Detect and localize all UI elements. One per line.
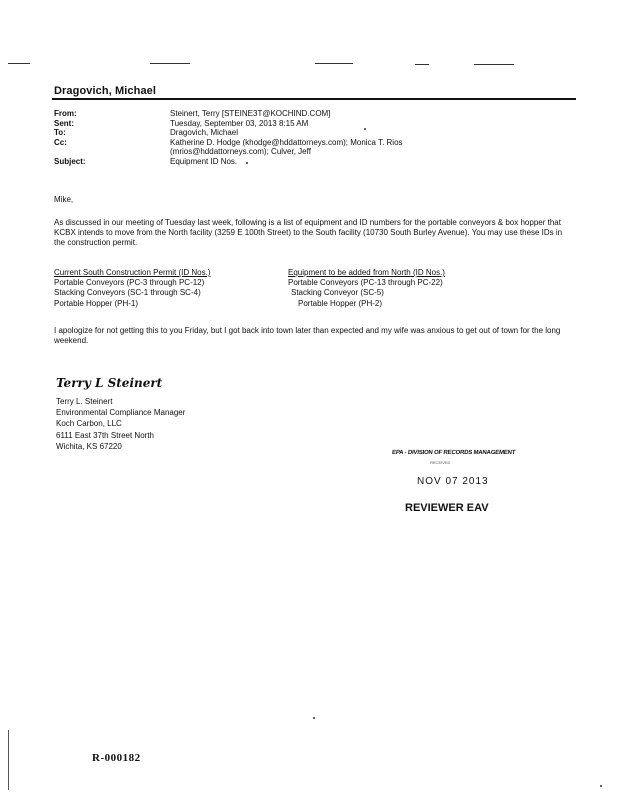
sender-header: Dragovich, Michael — [54, 85, 157, 97]
greeting: Mike, — [54, 195, 74, 204]
received-stamp-sub: RECEIVED — [430, 460, 451, 465]
added-equipment-list — [288, 268, 445, 309]
received-stamp-header: EPA - DIVISION OF RECORDS MANAGEMENT — [391, 450, 516, 456]
received-stamp-date: NOV 07 2013 — [417, 476, 489, 487]
current-equipment-list — [54, 268, 211, 309]
signature-title: Environmental Compliance Manager — [56, 408, 186, 418]
meta-value-cc-cont: (mrios@hddattorneys.com); Culver, Jeff — [170, 147, 311, 157]
scan-speck — [364, 128, 366, 130]
added-equipment-heading: Equipment to be added from North (ID Nos.) — [288, 268, 445, 277]
meta-value-to: Dragovich, Michael — [170, 128, 239, 138]
signature-company: Koch Carbon, LLC — [56, 419, 122, 429]
meta-label-cc: Cc: — [54, 137, 67, 147]
scan-mark — [150, 63, 190, 64]
scan-mark — [415, 64, 429, 65]
meta-value-from: Steinert, Terry [STEINE3T@KOCHIND.COM] — [170, 109, 331, 118]
meta-value-subject: Equipment ID Nos. — [170, 156, 238, 166]
added-equipment-item: Stacking Conveyor (SC-5) — [291, 288, 384, 298]
meta-value-cc: Katherine D. Hodge (khodge@hddattorneys.com); Monica T. Rios — [170, 137, 403, 147]
signature-street: 6111 East 37th Street North — [56, 430, 154, 440]
signature-name: Terry L. Steinert — [56, 397, 113, 406]
current-equipment-item: Portable Hopper (PH-1) — [54, 298, 139, 308]
reviewer-stamp: REVIEWER EAV — [405, 502, 489, 514]
signature-script: Terry L Steinert — [56, 376, 163, 390]
scan-mark — [8, 63, 30, 64]
scan-speck — [246, 162, 248, 164]
email-meta-values — [170, 109, 470, 167]
meta-label-blank — [54, 147, 86, 157]
current-equipment-heading: Current South Construction Permit (ID Nos.) — [54, 268, 211, 277]
meta-value-sent: Tuesday, September 03, 2013 8:15 AM — [170, 118, 309, 128]
current-equipment-item: Stacking Conveyors (SC-1 through SC-4) — [54, 288, 201, 298]
scan-edge-line — [8, 730, 9, 790]
scan-speck — [600, 785, 602, 787]
meta-label-sent: Sent: — [54, 118, 74, 128]
body-paragraph-2: I apologize for not getting this to you Friday, but I got back into town later than expected and my wife was anxious to get out of town for the long weekend. — [54, 326, 561, 346]
email-meta-labels — [54, 109, 86, 167]
header-rule — [52, 98, 576, 100]
meta-label-from: From: — [54, 109, 77, 118]
bates-number: R-000182 — [92, 752, 141, 764]
added-equipment-item: Portable Hopper (PH-2) — [298, 298, 383, 308]
meta-label-to: To: — [54, 128, 66, 138]
current-equipment-item: Portable Conveyors (PC-3 through PC-12) — [54, 278, 205, 288]
scan-mark — [474, 64, 514, 65]
scan-mark — [315, 63, 353, 64]
body-paragraph-1: As discussed in our meeting of Tuesday last week, following is a list of equipment and ID numbers for the portable conveyors & box hopper that KCBX intends to move from the North facility (3259 E 100th Street) to the South facility (10730 South Burley Avenue). You may use these IDs in the construction permit. — [54, 218, 563, 248]
scan-speck — [313, 717, 315, 719]
signature-block — [56, 396, 185, 452]
meta-label-subject: Subject: — [54, 156, 86, 166]
signature-city: Wichita, KS 67220 — [56, 441, 122, 451]
added-equipment-item: Portable Conveyors (PC-13 through PC-22) — [288, 278, 443, 288]
